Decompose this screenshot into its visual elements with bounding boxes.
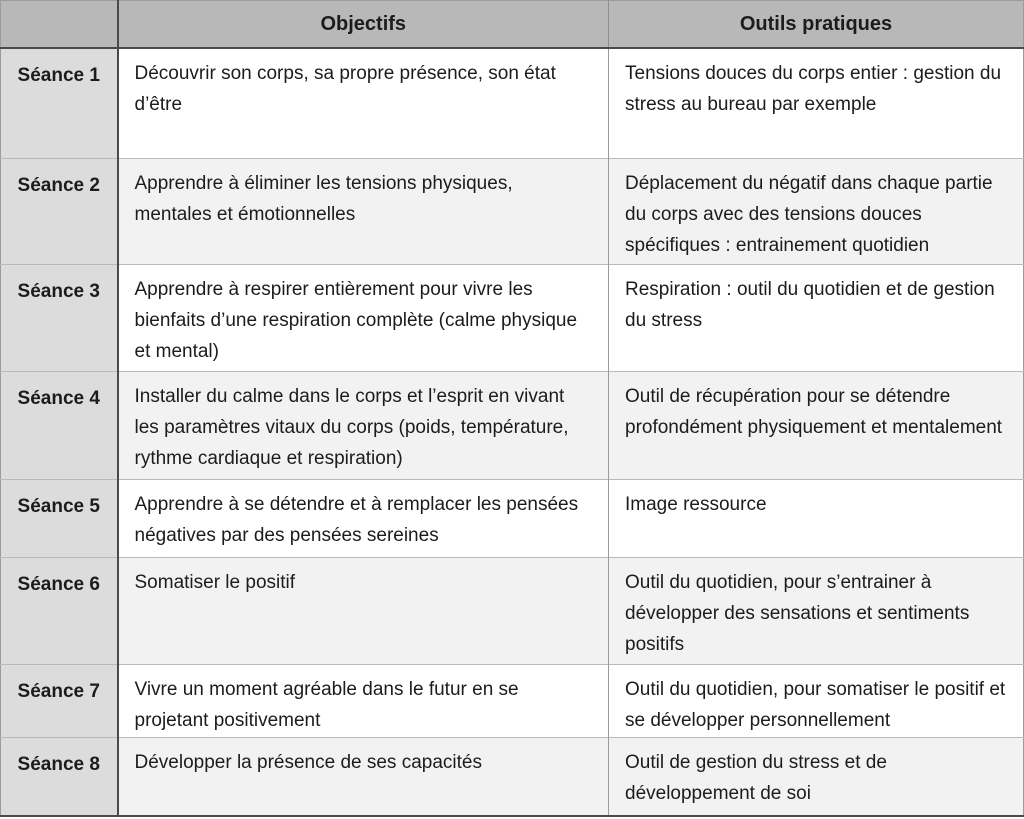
table-row	[1, 371, 1024, 479]
outil-cell: Déplacement du négatif dans chaque partie du corps avec des tensions douces spécifiques : entrainement quotidien	[609, 158, 1024, 264]
table-row	[1, 264, 1024, 371]
table-row	[1, 664, 1024, 737]
outil-cell: Outil du quotidien, pour s’entrainer à développer des sensations et sentiments positifs	[609, 557, 1024, 664]
seance-label: Séance 8	[1, 737, 118, 816]
table-header	[1, 1, 1024, 49]
table-row	[1, 158, 1024, 264]
objectif-cell: Apprendre à respirer entièrement pour vivre les bienfaits d’une respiration complète (calme physique et mental)	[118, 264, 609, 371]
outil-cell: Image ressource	[609, 479, 1024, 557]
column-header-empty	[1, 1, 118, 49]
objectif-cell: Vivre un moment agréable dans le futur en se projetant positivement	[118, 664, 609, 737]
outil-cell: Outil du quotidien, pour somatiser le positif et se développer personnellement	[609, 664, 1024, 737]
outil-cell: Respiration : outil du quotidien et de gestion du stress	[609, 264, 1024, 371]
objectif-cell: Apprendre à se détendre et à remplacer les pensées négatives par des pensées sereines	[118, 479, 609, 557]
table-row	[1, 737, 1024, 816]
objectif-cell: Découvrir son corps, sa propre présence, son état d’être	[118, 48, 609, 158]
seance-label: Séance 4	[1, 371, 118, 479]
seance-label: Séance 3	[1, 264, 118, 371]
seance-label: Séance 2	[1, 158, 118, 264]
seance-label: Séance 7	[1, 664, 118, 737]
table-row	[1, 557, 1024, 664]
outil-cell: Outil de récupération pour se détendre profondément physiquement et mentalement	[609, 371, 1024, 479]
column-header-outils-pratiques: Outils pratiques	[609, 1, 1024, 49]
table-row	[1, 479, 1024, 557]
outil-cell: Outil de gestion du stress et de développement de soi	[609, 737, 1024, 816]
seance-label: Séance 1	[1, 48, 118, 158]
objectif-cell: Installer du calme dans le corps et l’esprit en vivant les paramètres vitaux du corps (poids, température, rythme cardiaque et respiration)	[118, 371, 609, 479]
objectif-cell: Développer la présence de ses capacités	[118, 737, 609, 816]
seance-label: Séance 5	[1, 479, 118, 557]
header-row	[1, 1, 1024, 49]
table-row	[1, 48, 1024, 158]
column-header-objectifs: Objectifs	[118, 1, 609, 49]
objectif-cell: Somatiser le positif	[118, 557, 609, 664]
outil-cell: Tensions douces du corps entier : gestion du stress au bureau par exemple	[609, 48, 1024, 158]
seance-label: Séance 6	[1, 557, 118, 664]
objectif-cell: Apprendre à éliminer les tensions physiques, mentales et émotionnelles	[118, 158, 609, 264]
